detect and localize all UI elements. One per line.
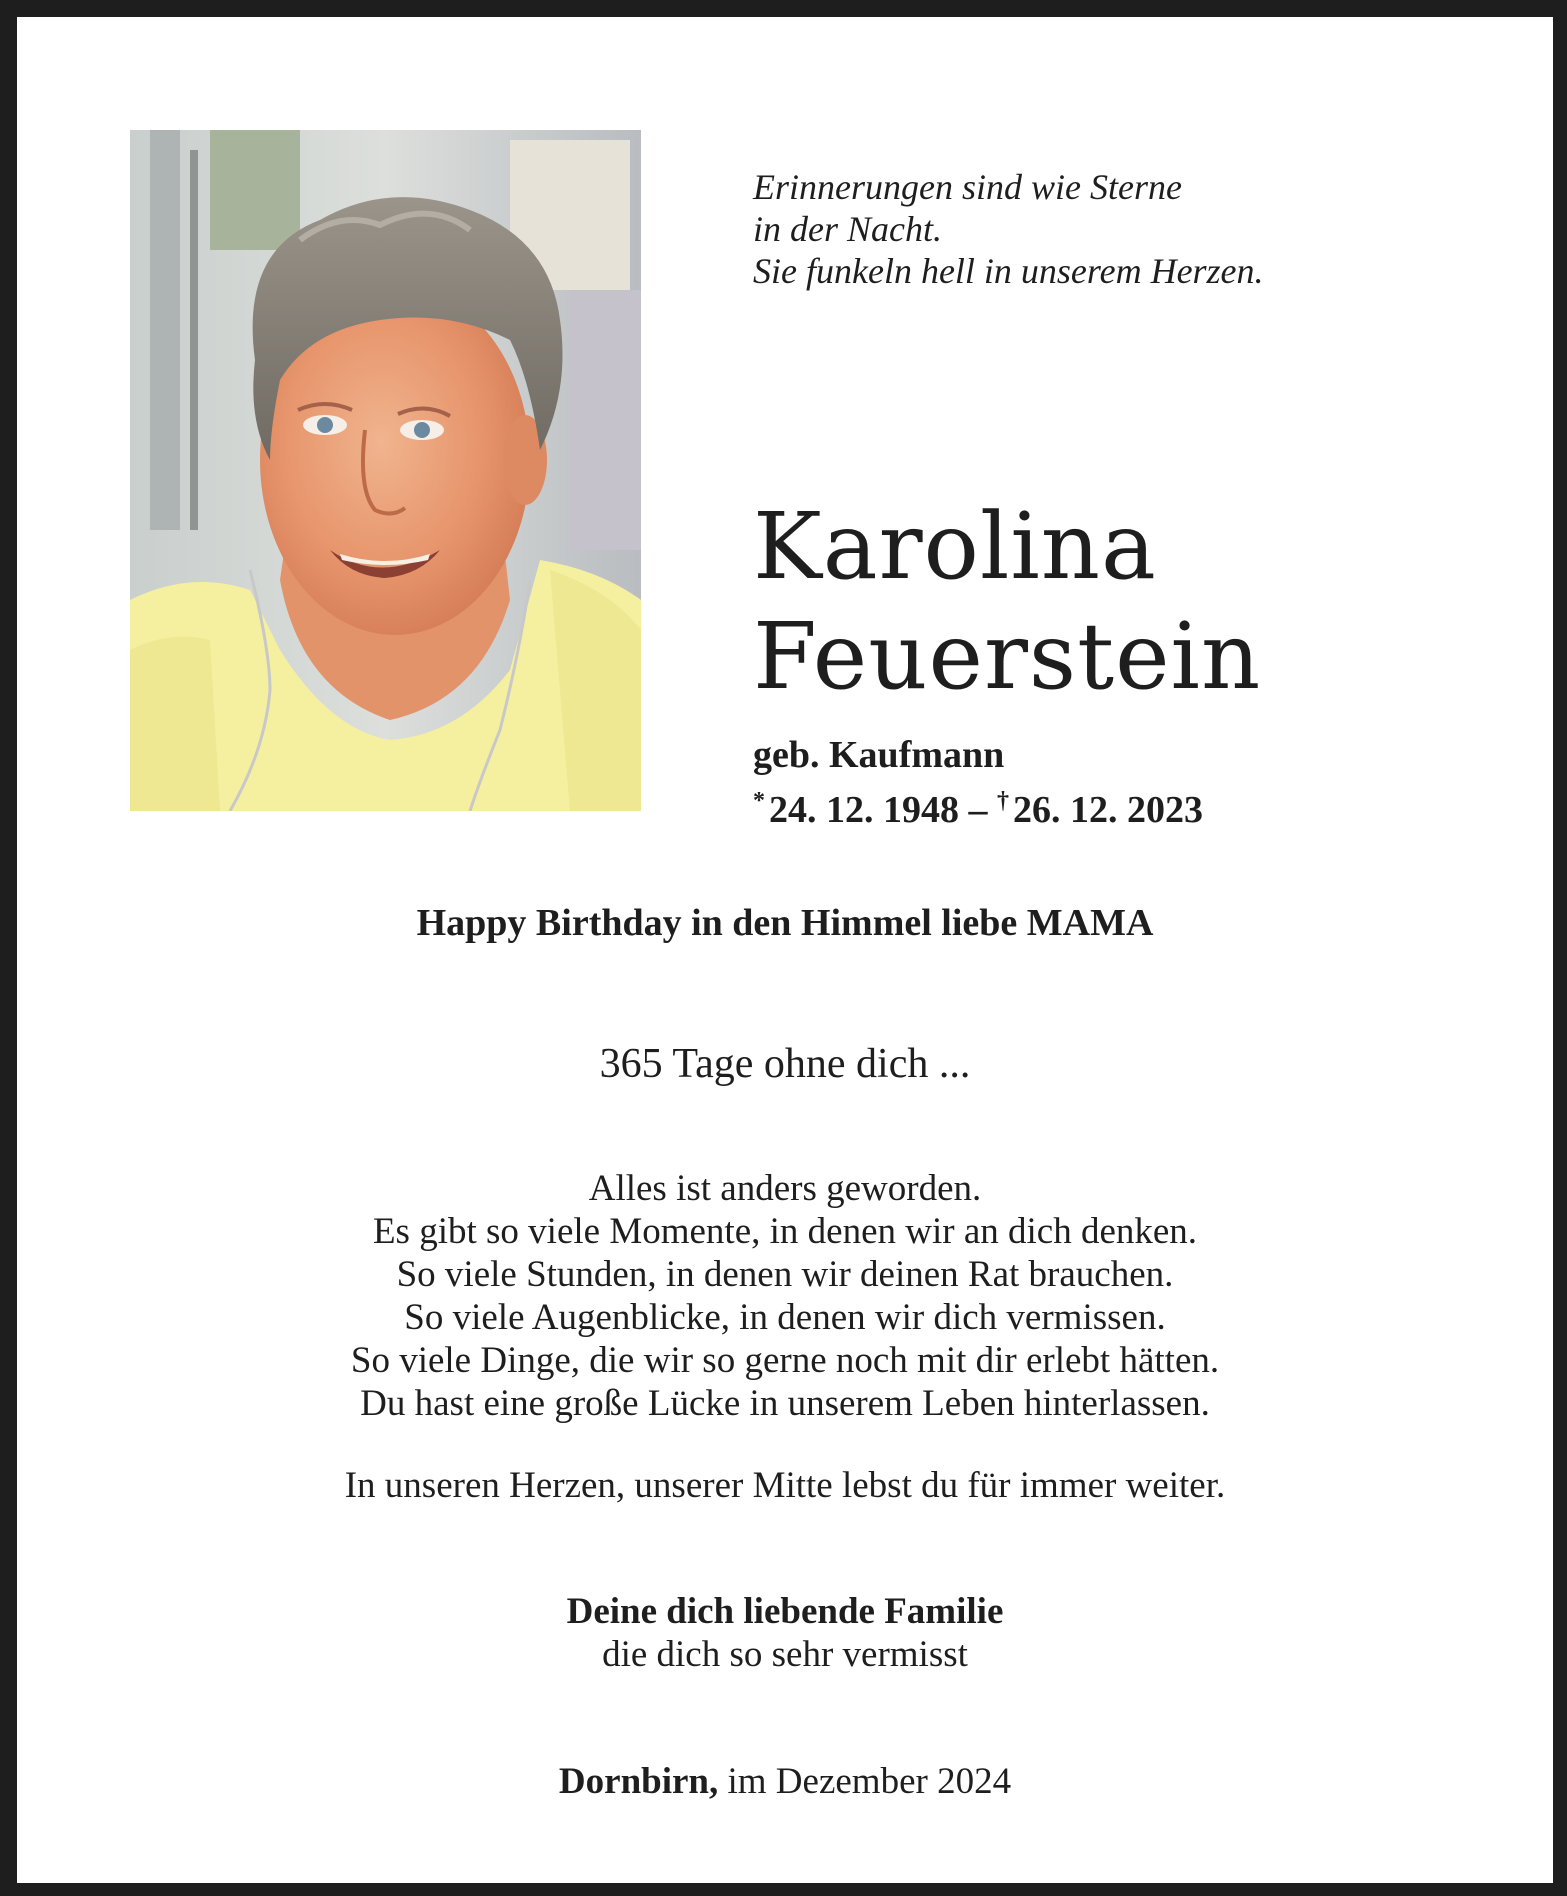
birth-symbol: * <box>753 788 765 814</box>
place-and-date <box>17 1759 1553 1805</box>
family-signature: Deine dich liebende Familie <box>566 1591 1004 1632</box>
maiden-name: geb. Kaufmann <box>753 734 1005 776</box>
life-dates <box>753 777 1203 834</box>
family-subline: die dich so sehr vermisst <box>602 1634 968 1675</box>
deceased-name <box>753 492 1261 712</box>
poem-line: Du hast eine große Lücke in unserem Leben hinterlassen. <box>360 1383 1210 1424</box>
first-name: Karolina <box>753 493 1157 600</box>
poem-line: So viele Dinge, die wir so gerne noch mit dir erlebt hätten. <box>350 1340 1220 1381</box>
birth-date: 24. 12. 1948 <box>769 789 959 831</box>
poem-line: Alles ist anders geworden. <box>588 1168 982 1209</box>
date-dash: – <box>968 789 988 831</box>
birthday-greeting: Happy Birthday in den Himmel liebe MAMA <box>416 902 1154 944</box>
quote-line: Erinnerungen sind wie Sterne <box>753 167 1182 207</box>
death-date: 26. 12. 2023 <box>1013 789 1203 831</box>
portrait-photo <box>130 130 641 811</box>
quote-line: Sie funkeln hell in unserem Herzen. <box>753 251 1264 291</box>
quote-line: in der Nacht. <box>753 209 942 249</box>
days-without-line: 365 Tage ohne dich ... <box>599 1041 971 1087</box>
month-year: im Dezember 2024 <box>727 1761 1012 1802</box>
death-symbol: † <box>997 788 1009 814</box>
poem-line: Es gibt so viele Momente, in denen wir an dich denken. <box>372 1211 1198 1252</box>
closing-line: In unseren Herzen, unserer Mitte lebst du für immer weiter. <box>344 1465 1226 1506</box>
poem-line: So viele Stunden, in denen wir deinen Rat brauchen. <box>396 1254 1174 1295</box>
memorial-quote <box>753 166 1264 292</box>
poem-line: So viele Augenblicke, in denen wir dich vermissen. <box>404 1297 1166 1338</box>
memorial-poem <box>17 1167 1553 1425</box>
last-name: Feuerstein <box>753 603 1262 710</box>
town: Dornbirn, <box>558 1761 719 1802</box>
